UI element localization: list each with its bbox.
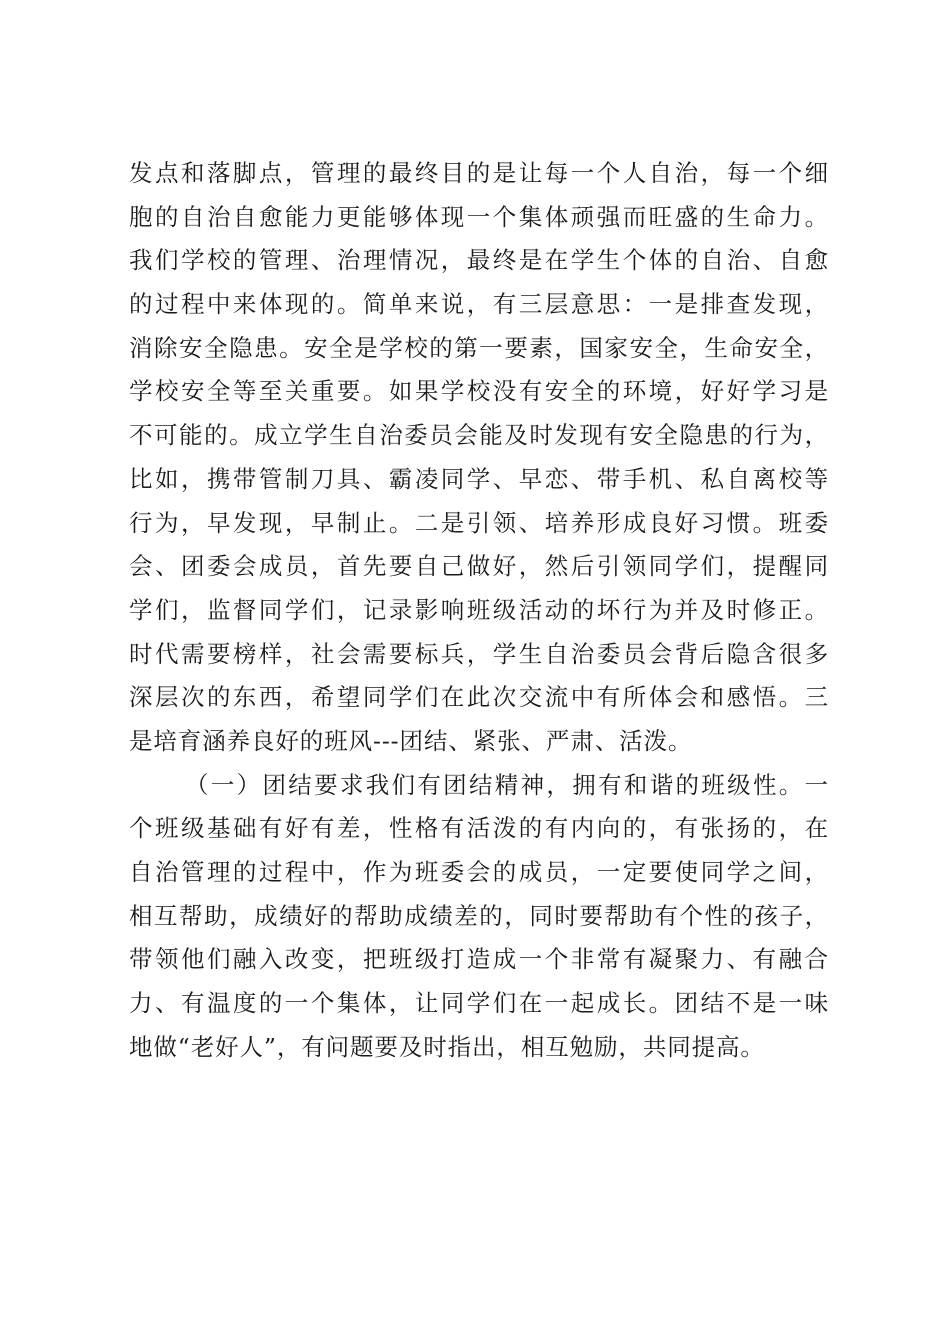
text-line-10: 会、团委会成员，首先要自己做好，然后引领同学们，提醒同 [129, 552, 829, 581]
text-line-6: 学校安全等至关重要。如果学校没有安全的环境，好好学习是 [129, 377, 829, 406]
text-line-1: 发点和落脚点，管理的最终目的是让每一个人自治，每一个细 [129, 159, 829, 187]
text-line-7: 不可能的。成立学生自治委员会能及时发现有安全隐患的行为， [129, 421, 829, 450]
text-line-16: 个班级基础有好有差，性格有活泼的有内向的，有张扬的，在 [129, 814, 829, 843]
text-line-17: 自治管理的过程中，作为班委会的成员，一定要使同学之间， [129, 858, 829, 886]
text-line-4: 的过程中来体现的。简单来说，有三层意思：一是排查发现， [129, 290, 829, 319]
text-line-13: 深层次的东西，希望同学们在此次交流中有所体会和感悟。三 [129, 683, 829, 712]
text-line-12: 时代需要榜样，社会需要标兵，学生自治委员会背后隐含很多 [129, 639, 829, 668]
text-line-5: 消除安全隐患。安全是学校的第一要素，国家安全，生命安全， [129, 333, 829, 362]
text-line-15: （一）团结要求我们有团结精神，拥有和谐的班级性。一 [185, 770, 829, 799]
text-line-2: 胞的自治自愈能力更能够体现一个集体顽强而旺盛的生命力。 [129, 202, 829, 231]
text-line-20: 力、有温度的一个集体，让同学们在一起成长。团结不是一味 [129, 989, 829, 1018]
text-line-21: 地做“老好人”，有问题要及时指出，相互勉励，共同提高。 [129, 1032, 765, 1061]
text-line-18: 相互帮助，成绩好的帮助成绩差的，同时要帮助有个性的孩子， [129, 901, 829, 930]
text-line-19: 带领他们融入改变，把班级打造成一个非常有凝聚力、有融合 [129, 945, 829, 974]
text-line-9: 行为，早发现，早制止。二是引领、培养形成良好习惯。班委 [129, 508, 829, 537]
text-line-14: 是培育涵养良好的班风---团结、紧张、严肃、活泼。 [129, 726, 693, 755]
body-text [129, 152, 829, 1069]
text-line-8: 比如，携带管制刀具、霸凌同学、早恋、带手机、私自离校等 [129, 464, 829, 493]
text-line-3: 我们学校的管理、治理情况，最终是在学生个体的自治、自愈 [129, 246, 829, 275]
text-line-11: 学们，监督同学们，记录影响班级活动的坏行为并及时修正。 [129, 595, 829, 624]
